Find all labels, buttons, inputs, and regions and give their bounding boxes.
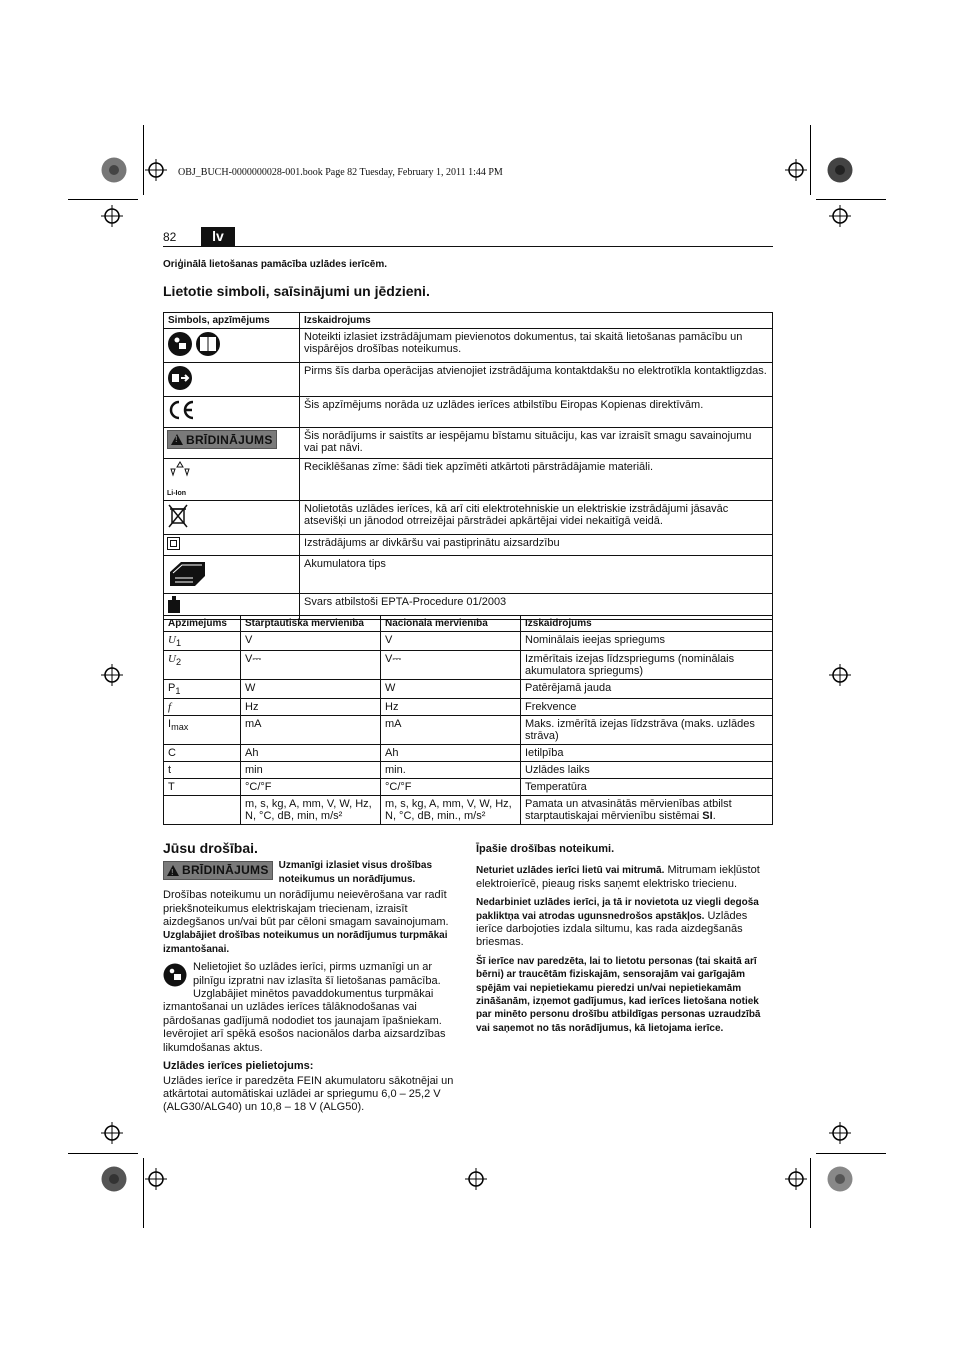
description-cell: Noteikti izlasiet izstrādājumam pievienotos dokumentus, tai skaitā lietošanas pamācību un vispārējos drošības noteikumus.: [300, 329, 773, 363]
national-unit-cell: m, s, kg, A, mm, V, W, Hz, N, °C, dB, min., m/s²: [381, 796, 521, 825]
intl-unit-cell: V: [241, 632, 381, 651]
national-unit-cell: min.: [381, 762, 521, 779]
table-row: [164, 363, 773, 397]
description-cell: Nominālais ieejas spriegums: [521, 632, 773, 651]
paragraph-bold: Uzglabājiet drošības noteikumus un norādījumus turpmākai izmantošanai.: [163, 930, 448, 955]
language-tab: lv: [201, 227, 235, 246]
table-row: [164, 632, 773, 651]
national-unit-cell: V: [381, 632, 521, 651]
intl-unit-cell: m, s, kg, A, mm, V, W, Hz, N, °C, dB, min, m/s²: [241, 796, 381, 825]
paragraph: [476, 864, 773, 891]
paragraph-bold: Neturiet uzlādes ierīci lietū vai mitrumā.: [476, 865, 665, 877]
intl-unit-cell: W: [241, 680, 381, 699]
warning-block: [163, 859, 458, 886]
warning-triangle-icon: [171, 434, 183, 445]
symbols-table: [163, 312, 773, 620]
double-insulation-icon: [167, 537, 180, 550]
paragraph-text: Mitrumam iekļūstot elektroierīcē, pieaug risks saņemt elektrisko triecienu.: [476, 864, 760, 890]
table-row: [164, 716, 773, 745]
symbol-cell: t: [164, 762, 241, 779]
paragraph: [476, 896, 773, 950]
table-row: [164, 397, 773, 428]
symbol-cell: C: [164, 745, 241, 762]
color-rosette-icon: [101, 1166, 127, 1192]
description-cell: Akumulatora tips: [300, 556, 773, 594]
table-row: [164, 428, 773, 459]
column-header: Izskaidrojums: [521, 616, 773, 632]
table-header-row: [164, 616, 773, 632]
intl-unit-cell: °C/°F: [241, 779, 381, 796]
registration-mark-icon: [829, 205, 851, 227]
symbol-subscript: 1: [175, 686, 181, 697]
description-cell: Izstrādājums ar divkāršu vai pastiprinātu aizsardzību: [300, 535, 773, 556]
description-cell: Izmērītais izejas līdzspriegums (nominālais akumulatora spriegums): [521, 651, 773, 680]
symbol-letter: U: [168, 634, 176, 646]
column-header: Apzīmējums: [164, 616, 241, 632]
description-cell: Svars atbilstoši EPTA-Procedure 01/2003: [300, 594, 773, 620]
crop-mark: [810, 125, 811, 195]
table-row: [164, 699, 773, 716]
paragraph-bold: Šī ierīce nav paredzēta, lai to lietotu personas (tai skaitā arī bērni) ar traucētām fiziskajām, sensorajām vai garīgajām spējām vai nepietiekamu pieredzi un/vai nepietiekamām zināšanām, izņemot gadījumus, kad ierīces lietošana notiek par minēto personu drošību atbildīgas personas uzraudzībā vai saņemot no tās norādījumus, kā lietojama ierīce.: [476, 955, 761, 1034]
crop-mark: [810, 1158, 811, 1228]
color-rosette-icon: [101, 157, 127, 183]
recycling-icon: [167, 461, 193, 483]
file-info-line: OBJ_BUCH-0000000028-001.book Page 82 Tuesday, February 1, 2011 1:44 PM: [178, 167, 503, 178]
crop-mark: [143, 125, 144, 195]
description-cell: Reciklēšanas zīme: šādi tiek apzīmēti atkārtoti pārstrādājamie materiāli.: [300, 459, 773, 501]
registration-mark-icon: [465, 1168, 487, 1190]
manual-note: [163, 961, 458, 1055]
special-safety-heading: Īpašie drošības noteikumi.: [476, 843, 615, 855]
warning-triangle-icon: [167, 865, 179, 876]
description-cell: [521, 796, 773, 825]
registration-mark-icon: [101, 1122, 123, 1144]
liion-label: Li-Ion: [167, 490, 187, 497]
column-header: Izskaidrojums: [300, 313, 773, 329]
national-unit-cell: W: [381, 680, 521, 699]
table-row: [164, 556, 773, 594]
section-title: Lietotie simboli, saīsinājumi un jēdzieni.: [163, 283, 430, 299]
registration-mark-icon: [101, 205, 123, 227]
symbol-cell: [164, 651, 241, 680]
si-label: SI: [702, 810, 713, 823]
description-cell: Patērējamā jauda: [521, 680, 773, 699]
symbol-cell: [164, 556, 300, 594]
symbol-cell: [164, 796, 241, 825]
read-manual-icon: [163, 963, 187, 991]
intl-unit-cell: Hz: [241, 699, 381, 716]
symbol-subscript: 2: [175, 657, 182, 668]
battery-pack-icon: [167, 558, 209, 588]
symbol-cell: [164, 535, 300, 556]
symbol-cell: [164, 501, 300, 535]
document-subtitle: Oriģinālā lietošanas pamācība uzlādes ierīcēm.: [163, 259, 387, 270]
unplug-icon: [167, 365, 193, 391]
table-header-row: [164, 313, 773, 329]
table-row: [164, 779, 773, 796]
registration-mark-icon: [829, 664, 851, 686]
read-manual-icon: [167, 331, 221, 357]
registration-mark-icon: [145, 159, 167, 181]
national-unit-cell: Hz: [381, 699, 521, 716]
table-row: [164, 680, 773, 699]
table-row: [164, 745, 773, 762]
page-number: 82: [163, 230, 177, 244]
warning-badge-label: BRĪDINĀJUMS: [182, 863, 269, 878]
warning-badge: [163, 861, 273, 880]
usage-heading: Uzlādes ierīces pielietojums:: [163, 1060, 314, 1073]
description-cell: Uzlādes laiks: [521, 762, 773, 779]
description-cell: Šis apzīmējums norāda uz uzlādes ierīces atbilstību Eiropas Kopienas direktīvām.: [300, 397, 773, 428]
units-table: [163, 615, 773, 825]
safety-heading: Jūsu drošībai.: [163, 840, 258, 856]
description-text: Pamata un atvasinātās mērvienības atbilst starptautiskajai mērvienību sistēmai: [525, 798, 732, 823]
symbol-cell: [164, 716, 241, 745]
description-cell: Nolietotās uzlādes ierīces, kā arī citi elektrotehniskie un elektriskie izstrādājumi jāsavāc atsevišķi un jānodod otrreizējai pārstrādei apkārtējai videi nekaitīgā veidā.: [300, 501, 773, 535]
national-unit-cell: V⎓: [381, 651, 521, 680]
registration-mark-icon: [145, 1168, 167, 1190]
table-row: [164, 762, 773, 779]
table-row: [164, 329, 773, 363]
symbol-letter: U: [168, 653, 176, 666]
column-header: Simbols, apzīmējums: [164, 313, 300, 329]
intl-unit-cell: V⎓: [241, 651, 381, 680]
column-header: Nacionālā mērvienība: [381, 616, 521, 632]
header-rule: [163, 246, 773, 247]
crop-mark: [816, 199, 886, 200]
color-rosette-icon: [827, 157, 853, 183]
registration-mark-icon: [829, 1122, 851, 1144]
national-unit-cell: °C/°F: [381, 779, 521, 796]
table-row: [164, 501, 773, 535]
intl-unit-cell: mA: [241, 716, 381, 745]
registration-mark-icon: [101, 664, 123, 686]
symbol-cell: [164, 699, 241, 716]
intl-unit-cell: min: [241, 762, 381, 779]
description-cell: Temperatūra: [521, 779, 773, 796]
color-rosette-icon: [827, 1166, 853, 1192]
symbol-cell: [164, 397, 300, 428]
symbol-letter: I: [168, 718, 172, 731]
crop-mark: [816, 1153, 886, 1154]
symbol-subscript: max: [171, 722, 189, 733]
national-unit-cell: Ah: [381, 745, 521, 762]
symbol-cell: [164, 428, 300, 459]
table-row: [164, 651, 773, 680]
description-cell: Pirms šīs darba operācijas atvienojiet izstrādājuma kontaktdakšu no elektrotīkla kontaktligzdas.: [300, 363, 773, 397]
symbol-letter: f: [168, 701, 172, 714]
usage-text: Uzlādes ierīce ir paredzēta FEIN akumulatoru sākotnējai un atkārtotai automātiskai uzlādei ar spriegumu 6,0 – 25,2 V (ALG30/ALG40) un 10,8 – 18 V (ALG50).: [163, 1074, 454, 1114]
ce-mark-icon: [167, 399, 195, 421]
symbol-cell: [164, 459, 300, 501]
crop-mark: [68, 1153, 138, 1154]
right-column: [476, 843, 773, 1040]
registration-mark-icon: [785, 1168, 807, 1190]
warning-badge: [167, 430, 277, 449]
table-row: [164, 535, 773, 556]
paragraph-bold: Nedarbiniet uzlādes ierīci, ja tā ir novietota uz viegli degoša pakliktņa vai atrodas ugunsnedrošos apstākļos.: [476, 897, 759, 922]
description-cell: Frekvence: [521, 699, 773, 716]
left-column: [163, 842, 458, 1120]
description-cell: Šis norādījums ir saistīts ar iespējamu bīstamu situāciju, kas var izraisīt smagu savainojumu vai pat nāvi.: [300, 428, 773, 459]
table-row: [164, 796, 773, 825]
symbol-cell: [164, 680, 241, 699]
description-cell: Maks. izmērītā izejas līdzstrāva (maks. uzlādes strāva): [521, 716, 773, 745]
symbol-cell: [164, 632, 241, 651]
paragraph: Drošības noteikumu un norādījumu neievērošana var radīt priekšnoteikumus elektriskajam triecienam, izraisīt aizdegšanos un/vai būt par cēloni smagam savainojumam.: [163, 889, 449, 929]
description-end: .: [712, 810, 716, 823]
warning-badge-label: BRĪDINĀJUMS: [186, 432, 273, 447]
crop-mark: [143, 1158, 144, 1228]
registration-mark-icon: [785, 159, 807, 181]
symbol-letter: P: [168, 682, 176, 695]
description-cell: Ietilpība: [521, 745, 773, 762]
intl-unit-cell: Ah: [241, 745, 381, 762]
symbol-subscript: 1: [175, 638, 182, 649]
paragraph-text: Uzlādes ierīce darbojoties izdala siltumu, kas rada aizdegšanās briesmas.: [476, 909, 748, 949]
weight-icon: [167, 596, 181, 614]
crop-mark: [68, 199, 138, 200]
crossed-bin-icon: [167, 503, 189, 529]
national-unit-cell: mA: [381, 716, 521, 745]
table-row: [164, 459, 773, 501]
symbol-cell: [164, 329, 300, 363]
column-header: Starptautiskā mērvienība: [241, 616, 381, 632]
symbol-cell: [164, 363, 300, 397]
paragraph: Nelietojiet šo uzlādes ierīci, pirms uzmanīgi un ar pilnīgu izpratni nav izlasīta šī lietošanas pamācība. Uzglabājiet minētos pavaddokumentus turpmākai izmantošanai un uzlādes ierīces tālāknodošanas vai pārdošanas gadījumā nododiet tos jaunajam īpašniekam. Ievērojiet arī spēkā esošos nacionālos darba aizsardzības likumdošanas aktus.: [163, 961, 446, 1054]
symbol-cell: T: [164, 779, 241, 796]
warning-text: Uzmanīgi izlasiet visus drošības noteikumus un norādījumus.: [278, 860, 433, 885]
